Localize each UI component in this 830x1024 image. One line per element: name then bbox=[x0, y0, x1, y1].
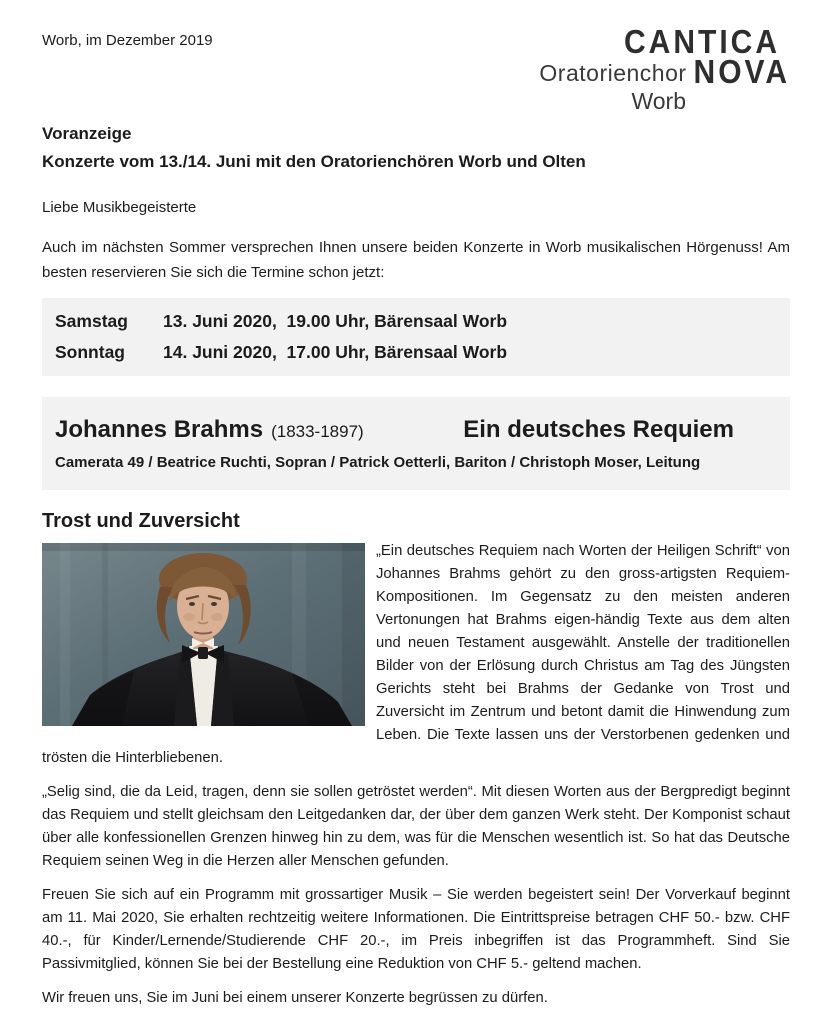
article-body bbox=[42, 540, 790, 1010]
logo-middle-row bbox=[539, 53, 790, 91]
program-title-row bbox=[55, 416, 776, 444]
brahms-portrait-illustration bbox=[42, 543, 365, 726]
concert-details: 14. Juni 2020, 17.00 Uhr, Bärensaal Worb bbox=[163, 342, 508, 362]
concert-day: Samstag bbox=[55, 311, 128, 331]
article-paragraph-1: „Ein deutsches Requiem nach Worten der Heiligen Schrift“ von Johannes Brahms gehört zu den gross-artigsten Requiem-Kompositionen. Im Gegensatz zu den meisten anderen Vertonungen hat Brahms eigen-händig Texte aus dem alten und neuen Testament ausgewählt. Anstelle der traditionellen Bilder von der Erlösung durch Christus am Tag des Jüngsten Gerichts steht bei Brahms der Gedanke von Trost und Zuversicht im Zentrum und betont damit die Hinwendung zum Leben. Die Texte lassen uns der Verstorbenen gedenken und trösten die Hinterbliebenen. bbox=[42, 543, 790, 766]
logo-cantica-text: CANTICA bbox=[624, 23, 780, 61]
composer-name: Johannes Brahms bbox=[55, 416, 264, 443]
work-title: Ein deutsches Requiem bbox=[463, 416, 734, 443]
closing-line: Wir freuen uns, Sie im Juni bei einem unserer Konzerte begrüssen zu dürfen. bbox=[42, 990, 548, 1006]
intro-paragraph: Auch im nächsten Sommer versprechen Ihnen unsere beiden Konzerte in Worb musikalischen Hörgenuss! Am besten reservieren Sie sich die Termine schon jetzt: bbox=[42, 239, 790, 281]
logo-choir-text: Oratorienchor bbox=[539, 59, 687, 86]
concert-date-row bbox=[55, 337, 780, 368]
dateline: Worb, im Dezember 2019 bbox=[42, 32, 213, 49]
cantica-nova-logo bbox=[539, 23, 790, 114]
page-header bbox=[42, 23, 790, 114]
salutation: Liebe Musikbegeisterte bbox=[42, 199, 197, 216]
article-paragraph-2: „Selig sind, die da Leid, tragen, denn sie sollen getröstet werden“. Mit diesen Worten aus der Bergpredigt beginnt das Requiem und stellt gleichsam den Leitgedanken dar, der über dem ganzen Werk steht. Der Komponist schaut über alle konfessionellen Grenzen hinweg hin zu dem, was für die Menschen wesentlich ist. So hat das Deutsche Requiem seinen Weg in die Herzen aller Menschen gefunden. bbox=[42, 784, 790, 869]
announcement-headings bbox=[42, 120, 790, 176]
performers-line: Camerata 49 / Beatrice Ruchti, Sopran / Patrick Oetterli, Bariton / Christoph Moser, Leitung bbox=[55, 454, 701, 471]
logo-place-text: Worb bbox=[631, 88, 686, 114]
concert-date-row bbox=[55, 306, 780, 337]
article-paragraph-3: Freuen Sie sich auf ein Programm mit grossartiger Musik – Sie werden begeistert sein! Der Vorverkauf beginnt am 11. Mai 2020, Sie erhalten rechtzeitig weitere Informationen. Die Eintrittspreise betragen CHF 50.- bzw. CHF 40.-, für Kinder/Lernende/Studierende CHF 20.-, im Preis inbegriffen ist das Programmheft. Sind Sie Passivmitglied, können Sie bei der Bestellung eine Reduktion von CHF 5.- geltend machen. bbox=[42, 887, 790, 972]
concert-details: 13. Juni 2020, 19.00 Uhr, Bärensaal Worb bbox=[163, 311, 508, 331]
announcement-title: Konzerte vom 13./14. Juni mit den Oratorienchören Worb und Olten bbox=[42, 152, 586, 171]
announcement-label: Voranzeige bbox=[42, 124, 132, 143]
program-box bbox=[42, 397, 790, 490]
concert-day: Sonntag bbox=[55, 342, 125, 362]
logo-nova-text: NOVA bbox=[693, 53, 790, 91]
brahms-portrait-photo bbox=[42, 543, 365, 726]
article-heading: Trost und Zuversicht bbox=[42, 510, 240, 532]
composer-dates: (1833-1897) bbox=[271, 422, 364, 441]
concert-dates-box bbox=[42, 298, 790, 376]
